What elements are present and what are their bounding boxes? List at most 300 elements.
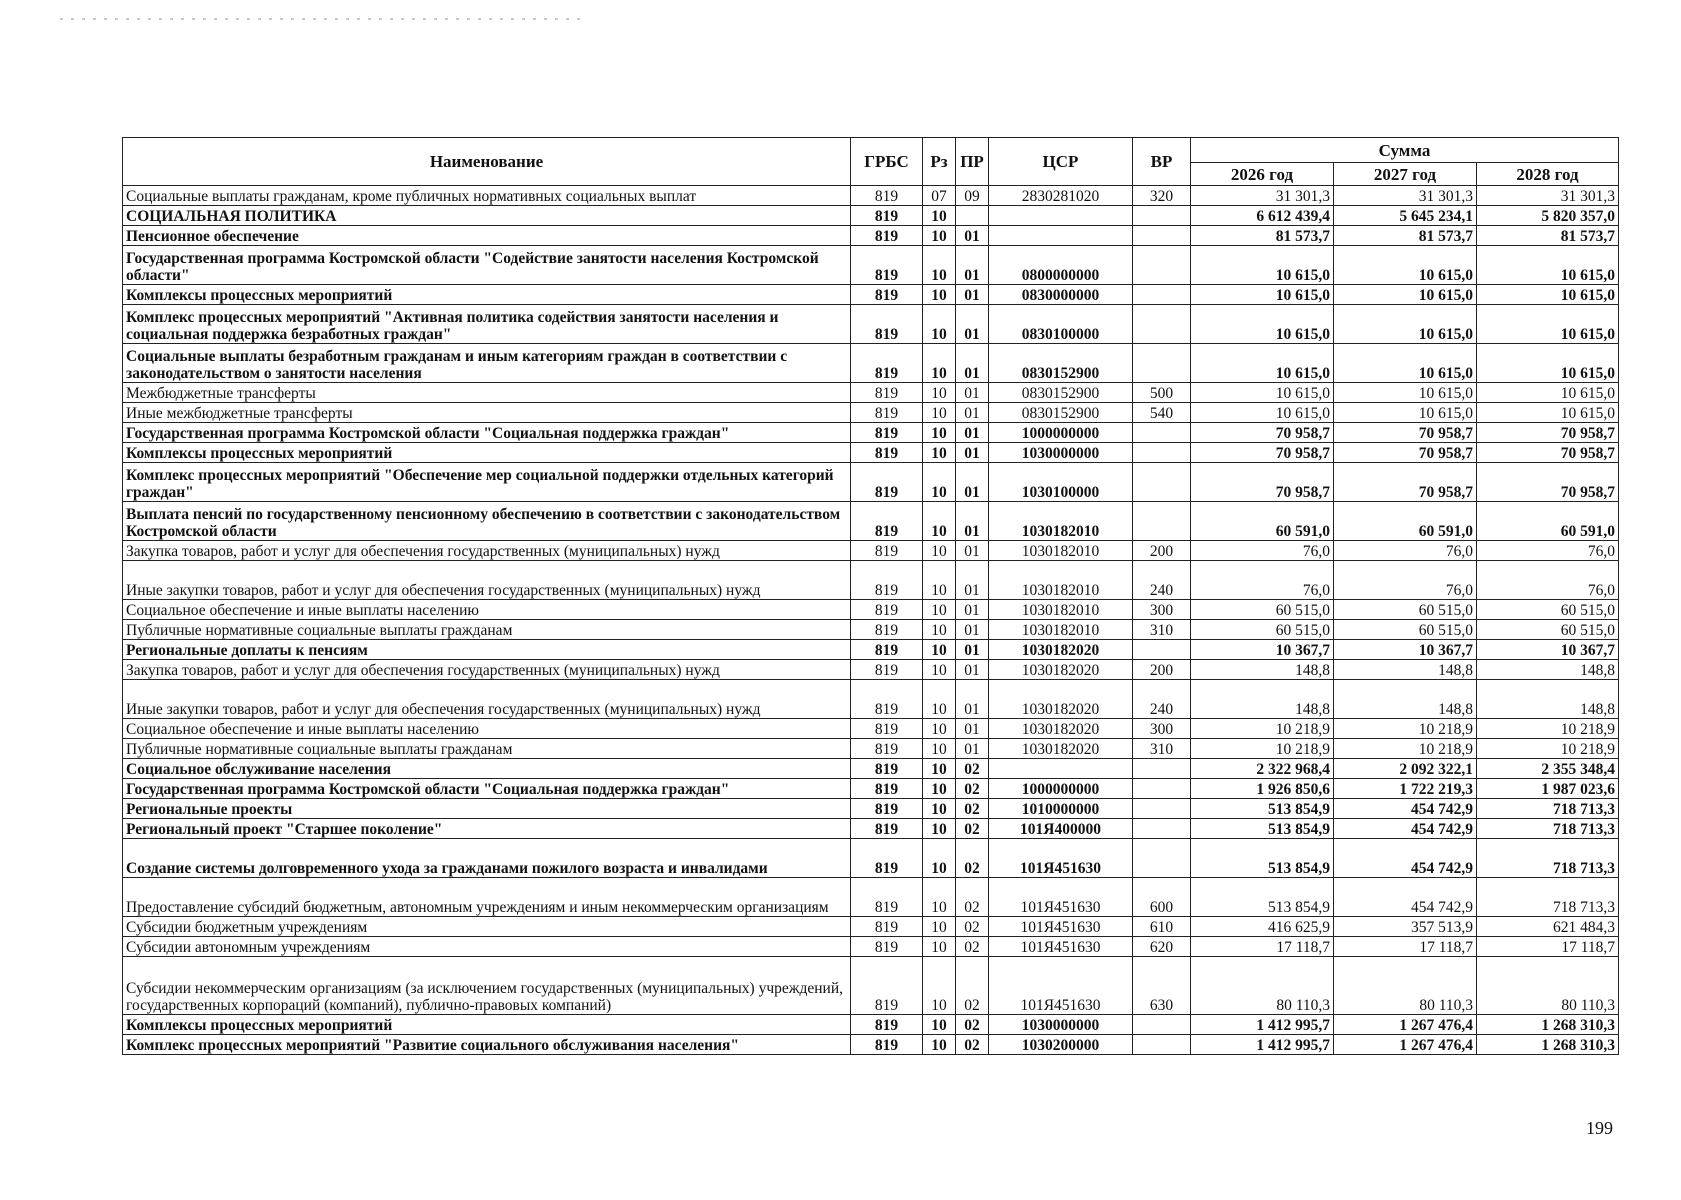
cell-y2027: 10 615,0 [1334, 246, 1477, 285]
cell-pr: 02 [956, 878, 989, 917]
table-row [123, 403, 1619, 423]
cell-vr: 310 [1133, 739, 1191, 759]
cell-vr: 620 [1133, 937, 1191, 957]
cell-csr: 0830152900 [989, 383, 1133, 403]
cell-y2028: 80 110,3 [1477, 957, 1619, 1015]
cell-y2028: 31 301,3 [1477, 186, 1619, 206]
table-row [123, 443, 1619, 463]
cell-y2027: 1 722 219,3 [1334, 779, 1477, 799]
table-row [123, 719, 1619, 739]
table-row [123, 285, 1619, 305]
cell-vr [1133, 423, 1191, 443]
table-row [123, 600, 1619, 620]
cell-y2027: 454 742,9 [1334, 839, 1477, 878]
cell-y2026: 10 367,7 [1191, 640, 1334, 660]
cell-vr [1133, 246, 1191, 285]
cell-rz: 10 [923, 640, 956, 660]
cell-y2026: 10 615,0 [1191, 383, 1334, 403]
cell-y2028: 76,0 [1477, 541, 1619, 561]
cell-y2026: 513 854,9 [1191, 799, 1334, 819]
cell-y2026: 76,0 [1191, 561, 1334, 600]
cell-rz: 10 [923, 541, 956, 561]
cell-rz: 10 [923, 403, 956, 423]
budget-table-page [122, 137, 1618, 1055]
cell-vr [1133, 759, 1191, 779]
cell-pr: 01 [956, 226, 989, 246]
cell-grbs: 819 [851, 186, 923, 206]
cell-name: Комплекс процессных мероприятий "Развитие социального обслуживания населения" [123, 1035, 851, 1055]
table-row [123, 620, 1619, 640]
cell-y2028: 60 515,0 [1477, 600, 1619, 620]
cell-y2026: 10 218,9 [1191, 719, 1334, 739]
cell-csr: 1030000000 [989, 1015, 1133, 1035]
cell-y2028: 2 355 348,4 [1477, 759, 1619, 779]
table-row [123, 206, 1619, 226]
table-row [123, 660, 1619, 680]
cell-y2027: 60 515,0 [1334, 600, 1477, 620]
cell-grbs: 819 [851, 246, 923, 285]
cell-csr: 0830152900 [989, 344, 1133, 383]
cell-pr: 01 [956, 680, 989, 719]
table-row [123, 463, 1619, 502]
cell-name: Субсидии автономным учреждениям [123, 937, 851, 957]
cell-y2028: 1 987 023,6 [1477, 779, 1619, 799]
header-year-2026: 2026 год [1191, 163, 1334, 186]
table-row [123, 878, 1619, 917]
cell-grbs: 819 [851, 779, 923, 799]
cell-csr: 1030000000 [989, 443, 1133, 463]
cell-y2028: 70 958,7 [1477, 463, 1619, 502]
cell-y2027: 70 958,7 [1334, 423, 1477, 443]
cell-y2027: 76,0 [1334, 541, 1477, 561]
cell-y2028: 718 713,3 [1477, 799, 1619, 819]
cell-name: Социальные выплаты безработным гражданам и иным категориям граждан в соответствии с законодательством о занятости населения [123, 344, 851, 383]
cell-y2026: 6 612 439,4 [1191, 206, 1334, 226]
cell-grbs: 819 [851, 502, 923, 541]
cell-csr: 1030182020 [989, 719, 1133, 739]
cell-vr [1133, 502, 1191, 541]
cell-y2028: 621 484,3 [1477, 917, 1619, 937]
cell-y2026: 70 958,7 [1191, 463, 1334, 502]
cell-csr: 0800000000 [989, 246, 1133, 285]
cell-pr: 01 [956, 561, 989, 600]
cell-grbs: 819 [851, 423, 923, 443]
cell-pr: 01 [956, 305, 989, 344]
cell-pr: 02 [956, 937, 989, 957]
cell-rz: 10 [923, 1035, 956, 1055]
table-row [123, 383, 1619, 403]
cell-pr: 01 [956, 541, 989, 561]
table-row [123, 839, 1619, 878]
cell-name: Социальные выплаты гражданам, кроме публичных нормативных социальных выплат [123, 186, 851, 206]
cell-csr: 1030182010 [989, 600, 1133, 620]
cell-y2027: 454 742,9 [1334, 878, 1477, 917]
cell-name: Субсидии некоммерческим организациям (за исключением государственных (муниципальных) учреждений, государственных корпораций (компаний), публично-правовых компаний) [123, 957, 851, 1015]
cell-rz: 10 [923, 423, 956, 443]
cell-csr [989, 759, 1133, 779]
cell-name: Выплата пенсий по государственному пенсионному обеспечению в соответствии с законодательством Костромской области [123, 502, 851, 541]
table-header [123, 138, 1619, 186]
table-row [123, 541, 1619, 561]
cell-vr [1133, 799, 1191, 819]
cell-y2027: 10 218,9 [1334, 719, 1477, 739]
cell-pr: 02 [956, 917, 989, 937]
cell-grbs: 819 [851, 957, 923, 1015]
cell-name: Субсидии бюджетным учреждениям [123, 917, 851, 937]
cell-rz: 10 [923, 917, 956, 937]
cell-name: СОЦИАЛЬНАЯ ПОЛИТИКА [123, 206, 851, 226]
cell-grbs: 819 [851, 937, 923, 957]
cell-y2027: 70 958,7 [1334, 463, 1477, 502]
cell-grbs: 819 [851, 799, 923, 819]
cell-y2028: 76,0 [1477, 561, 1619, 600]
cell-pr: 02 [956, 819, 989, 839]
cell-y2027: 454 742,9 [1334, 799, 1477, 819]
cell-grbs: 819 [851, 403, 923, 423]
table-row [123, 779, 1619, 799]
cell-y2026: 2 322 968,4 [1191, 759, 1334, 779]
cell-name: Социальное обеспечение и иные выплаты населению [123, 719, 851, 739]
header-rz: Рз [923, 138, 956, 186]
cell-y2026: 148,8 [1191, 680, 1334, 719]
cell-y2027: 31 301,3 [1334, 186, 1477, 206]
cell-pr: 01 [956, 423, 989, 443]
cell-grbs: 819 [851, 839, 923, 878]
cell-csr: 0830152900 [989, 403, 1133, 423]
cell-y2026: 76,0 [1191, 541, 1334, 561]
cell-pr: 02 [956, 1015, 989, 1035]
cell-grbs: 819 [851, 680, 923, 719]
cell-vr: 540 [1133, 403, 1191, 423]
cell-y2027: 357 513,9 [1334, 917, 1477, 937]
cell-pr: 01 [956, 403, 989, 423]
cell-grbs: 819 [851, 739, 923, 759]
cell-vr [1133, 285, 1191, 305]
cell-vr [1133, 779, 1191, 799]
cell-y2028: 148,8 [1477, 660, 1619, 680]
cell-csr: 1010000000 [989, 799, 1133, 819]
cell-vr [1133, 463, 1191, 502]
table-row [123, 502, 1619, 541]
cell-y2028: 10 615,0 [1477, 403, 1619, 423]
cell-vr: 320 [1133, 186, 1191, 206]
cell-y2027: 10 615,0 [1334, 403, 1477, 423]
table-row [123, 305, 1619, 344]
cell-name: Государственная программа Костромской области "Социальная поддержка граждан" [123, 423, 851, 443]
cell-rz: 10 [923, 443, 956, 463]
cell-vr [1133, 1015, 1191, 1035]
cell-pr: 01 [956, 463, 989, 502]
cell-csr: 0830000000 [989, 285, 1133, 305]
cell-vr: 200 [1133, 541, 1191, 561]
cell-y2028: 148,8 [1477, 680, 1619, 719]
table-body [123, 186, 1619, 1055]
cell-y2027: 10 615,0 [1334, 305, 1477, 344]
table-row [123, 1035, 1619, 1055]
cell-y2027: 10 615,0 [1334, 344, 1477, 383]
cell-y2028: 1 268 310,3 [1477, 1035, 1619, 1055]
cell-y2028: 70 958,7 [1477, 443, 1619, 463]
cell-vr: 300 [1133, 600, 1191, 620]
cell-y2026: 10 615,0 [1191, 344, 1334, 383]
cell-y2028: 60 515,0 [1477, 620, 1619, 640]
cell-rz: 10 [923, 1015, 956, 1035]
cell-y2026: 10 615,0 [1191, 403, 1334, 423]
cell-name: Комплекс процессных мероприятий "Активная политика содействия занятости населения и социальная поддержка безработных граждан" [123, 305, 851, 344]
cell-vr: 310 [1133, 620, 1191, 640]
cell-grbs: 819 [851, 600, 923, 620]
cell-y2027: 10 615,0 [1334, 285, 1477, 305]
cell-y2027: 10 367,7 [1334, 640, 1477, 660]
cell-y2026: 60 591,0 [1191, 502, 1334, 541]
cell-rz: 10 [923, 680, 956, 719]
cell-csr: 101Я451630 [989, 937, 1133, 957]
cell-y2028: 81 573,7 [1477, 226, 1619, 246]
cell-csr: 101Я451630 [989, 917, 1133, 937]
cell-y2026: 10 218,9 [1191, 739, 1334, 759]
cell-y2027: 2 092 322,1 [1334, 759, 1477, 779]
cell-y2027: 76,0 [1334, 561, 1477, 600]
cell-name: Иные закупки товаров, работ и услуг для обеспечения государственных (муниципальных) нужд [123, 680, 851, 719]
cell-grbs: 819 [851, 819, 923, 839]
cell-y2026: 1 412 995,7 [1191, 1015, 1334, 1035]
cell-csr [989, 226, 1133, 246]
cell-y2026: 513 854,9 [1191, 819, 1334, 839]
cell-csr: 1030100000 [989, 463, 1133, 502]
table-row [123, 957, 1619, 1015]
cell-vr: 630 [1133, 957, 1191, 1015]
cell-grbs: 819 [851, 878, 923, 917]
cell-y2027: 60 515,0 [1334, 620, 1477, 640]
cell-csr: 1030182010 [989, 561, 1133, 600]
page-number: 199 [1586, 1118, 1613, 1138]
cell-rz: 10 [923, 779, 956, 799]
cell-name: Иные межбюджетные трансферты [123, 403, 851, 423]
cell-rz: 10 [923, 799, 956, 819]
cell-y2026: 10 615,0 [1191, 305, 1334, 344]
cell-y2028: 1 268 310,3 [1477, 1015, 1619, 1035]
cell-grbs: 819 [851, 206, 923, 226]
cell-csr [989, 206, 1133, 226]
table-row [123, 1015, 1619, 1035]
cell-csr: 1030182020 [989, 739, 1133, 759]
cell-vr [1133, 305, 1191, 344]
cell-name: Комплексы процессных мероприятий [123, 285, 851, 305]
cell-csr: 2830281020 [989, 186, 1133, 206]
cell-rz: 10 [923, 206, 956, 226]
cell-name: Закупка товаров, работ и услуг для обеспечения государственных (муниципальных) нужд [123, 541, 851, 561]
cell-y2027: 10 218,9 [1334, 739, 1477, 759]
cell-y2026: 416 625,9 [1191, 917, 1334, 937]
cell-csr: 1030182010 [989, 620, 1133, 640]
cell-rz: 10 [923, 226, 956, 246]
cell-rz: 10 [923, 383, 956, 403]
header-csr: ЦСР [989, 138, 1133, 186]
cell-y2028: 10 615,0 [1477, 285, 1619, 305]
table-row [123, 917, 1619, 937]
cell-y2027: 5 645 234,1 [1334, 206, 1477, 226]
cell-y2028: 5 820 357,0 [1477, 206, 1619, 226]
cell-grbs: 819 [851, 620, 923, 640]
cell-y2027: 454 742,9 [1334, 819, 1477, 839]
cell-name: Комплекс процессных мероприятий "Обеспечение мер социальной поддержки отдельных категорий граждан" [123, 463, 851, 502]
cell-y2026: 81 573,7 [1191, 226, 1334, 246]
cell-y2026: 1 412 995,7 [1191, 1035, 1334, 1055]
cell-csr: 1030182020 [989, 680, 1133, 719]
cell-pr: 02 [956, 799, 989, 819]
cell-rz: 10 [923, 502, 956, 541]
cell-name: Межбюджетные трансферты [123, 383, 851, 403]
header-sum: Сумма [1191, 138, 1619, 163]
cell-grbs: 819 [851, 463, 923, 502]
scan-artifact [60, 18, 580, 20]
cell-vr: 610 [1133, 917, 1191, 937]
cell-y2026: 70 958,7 [1191, 443, 1334, 463]
cell-rz: 07 [923, 186, 956, 206]
cell-name: Пенсионное обеспечение [123, 226, 851, 246]
cell-y2028: 718 713,3 [1477, 819, 1619, 839]
cell-grbs: 819 [851, 640, 923, 660]
cell-vr: 200 [1133, 660, 1191, 680]
cell-grbs: 819 [851, 561, 923, 600]
cell-pr: 01 [956, 600, 989, 620]
cell-csr: 101Я451630 [989, 839, 1133, 878]
cell-pr: 02 [956, 1035, 989, 1055]
cell-grbs: 819 [851, 305, 923, 344]
table-row [123, 246, 1619, 285]
cell-y2028: 10 367,7 [1477, 640, 1619, 660]
cell-pr: 01 [956, 640, 989, 660]
cell-rz: 10 [923, 957, 956, 1015]
cell-csr: 1030182010 [989, 541, 1133, 561]
cell-vr [1133, 344, 1191, 383]
cell-y2028: 10 615,0 [1477, 344, 1619, 383]
cell-pr: 01 [956, 719, 989, 739]
table-row [123, 819, 1619, 839]
cell-vr [1133, 443, 1191, 463]
cell-grbs: 819 [851, 917, 923, 937]
cell-y2026: 148,8 [1191, 660, 1334, 680]
cell-rz: 10 [923, 285, 956, 305]
table-row [123, 739, 1619, 759]
cell-rz: 10 [923, 246, 956, 285]
cell-rz: 10 [923, 660, 956, 680]
table-row [123, 561, 1619, 600]
cell-rz: 10 [923, 739, 956, 759]
cell-y2028: 718 713,3 [1477, 839, 1619, 878]
cell-y2027: 70 958,7 [1334, 443, 1477, 463]
cell-rz: 10 [923, 937, 956, 957]
cell-vr [1133, 640, 1191, 660]
cell-rz: 10 [923, 561, 956, 600]
cell-y2027: 1 267 476,4 [1334, 1035, 1477, 1055]
cell-csr: 1000000000 [989, 423, 1133, 443]
cell-y2027: 80 110,3 [1334, 957, 1477, 1015]
table-row [123, 186, 1619, 206]
cell-grbs: 819 [851, 226, 923, 246]
cell-pr [956, 206, 989, 226]
cell-y2028: 718 713,3 [1477, 878, 1619, 917]
cell-y2027: 148,8 [1334, 680, 1477, 719]
table-row [123, 937, 1619, 957]
cell-y2028: 10 615,0 [1477, 246, 1619, 285]
table-row [123, 640, 1619, 660]
cell-rz: 10 [923, 759, 956, 779]
cell-csr: 101Я451630 [989, 957, 1133, 1015]
cell-pr: 01 [956, 620, 989, 640]
cell-csr: 101Я400000 [989, 819, 1133, 839]
cell-name: Государственная программа Костромской области "Содействие занятости населения Костромской области" [123, 246, 851, 285]
cell-csr: 1030182020 [989, 660, 1133, 680]
cell-pr: 01 [956, 660, 989, 680]
table-row [123, 226, 1619, 246]
cell-grbs: 819 [851, 1015, 923, 1035]
header-year-2027: 2027 год [1334, 163, 1477, 186]
cell-rz: 10 [923, 839, 956, 878]
cell-grbs: 819 [851, 660, 923, 680]
cell-name: Социальное обеспечение и иные выплаты населению [123, 600, 851, 620]
cell-name: Публичные нормативные социальные выплаты гражданам [123, 739, 851, 759]
cell-y2027: 1 267 476,4 [1334, 1015, 1477, 1035]
cell-rz: 10 [923, 305, 956, 344]
cell-y2026: 513 854,9 [1191, 878, 1334, 917]
cell-y2026: 60 515,0 [1191, 600, 1334, 620]
cell-y2028: 17 118,7 [1477, 937, 1619, 957]
cell-y2026: 70 958,7 [1191, 423, 1334, 443]
table-row [123, 680, 1619, 719]
cell-vr [1133, 206, 1191, 226]
cell-y2027: 148,8 [1334, 660, 1477, 680]
cell-pr: 01 [956, 383, 989, 403]
cell-rz: 10 [923, 878, 956, 917]
cell-grbs: 819 [851, 1035, 923, 1055]
cell-y2026: 60 515,0 [1191, 620, 1334, 640]
cell-y2026: 31 301,3 [1191, 186, 1334, 206]
cell-pr: 01 [956, 502, 989, 541]
cell-name: Региональный проект "Старшее поколение" [123, 819, 851, 839]
header-pr: ПР [956, 138, 989, 186]
cell-vr [1133, 1035, 1191, 1055]
cell-y2028: 10 218,9 [1477, 719, 1619, 739]
cell-csr: 0830100000 [989, 305, 1133, 344]
cell-pr: 01 [956, 739, 989, 759]
cell-csr: 1000000000 [989, 779, 1133, 799]
cell-grbs: 819 [851, 344, 923, 383]
cell-y2026: 10 615,0 [1191, 246, 1334, 285]
cell-y2028: 10 218,9 [1477, 739, 1619, 759]
cell-name: Региональные доплаты к пенсиям [123, 640, 851, 660]
cell-vr: 240 [1133, 680, 1191, 719]
cell-name: Региональные проекты [123, 799, 851, 819]
cell-vr: 600 [1133, 878, 1191, 917]
cell-name: Предоставление субсидий бюджетным, автономным учреждениям и иным некоммерческим организациям [123, 878, 851, 917]
cell-pr: 01 [956, 443, 989, 463]
cell-rz: 10 [923, 344, 956, 383]
cell-y2027: 81 573,7 [1334, 226, 1477, 246]
table-row [123, 423, 1619, 443]
table-row [123, 799, 1619, 819]
cell-rz: 10 [923, 463, 956, 502]
cell-rz: 10 [923, 819, 956, 839]
cell-pr: 01 [956, 285, 989, 305]
cell-name: Публичные нормативные социальные выплаты гражданам [123, 620, 851, 640]
header-grbs: ГРБС [851, 138, 923, 186]
header-vr: ВР [1133, 138, 1191, 186]
cell-grbs: 819 [851, 383, 923, 403]
cell-vr [1133, 819, 1191, 839]
cell-y2027: 10 615,0 [1334, 383, 1477, 403]
cell-rz: 10 [923, 600, 956, 620]
